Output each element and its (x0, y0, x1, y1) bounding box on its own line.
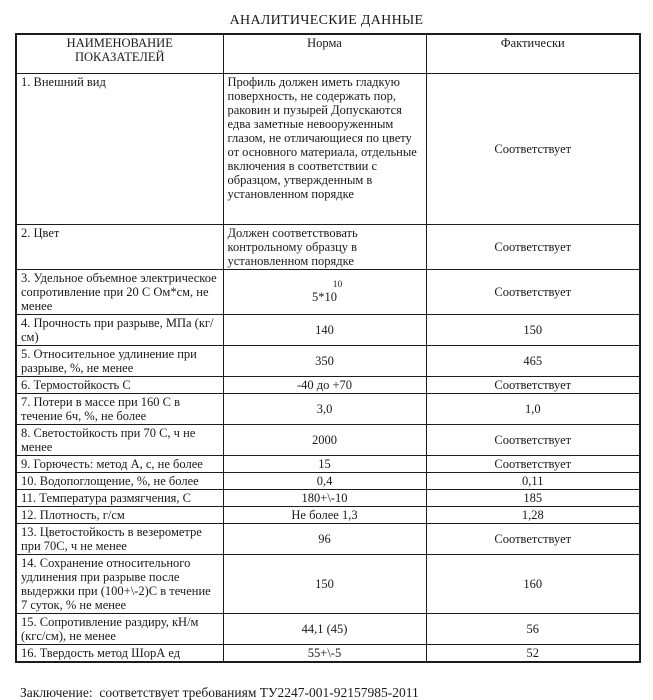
norm-cell: 0,4 (223, 473, 426, 490)
norm-cell: 2000 (223, 425, 426, 456)
actual-cell: Соответствует (426, 524, 640, 555)
indicator-cell: 15. Сопротивление раздиру, кН/м (кгс/см), не менее (16, 614, 223, 645)
indicator-cell: 7. Потери в массе при 160 С в течение 6ч, %, не более (16, 394, 223, 425)
table-row (16, 225, 640, 270)
actual-cell: 1,0 (426, 394, 640, 425)
indicator-cell: 5. Относительное удлинение при разрыве, %, не менее (16, 346, 223, 377)
table-row (16, 346, 640, 377)
table-row (16, 315, 640, 346)
actual-cell: Соответствует (426, 225, 640, 270)
table-row (16, 555, 640, 614)
indicator-cell: 14. Сохранение относительного удлинения при разрыве после выдержки при (100+\-2)С в течение 7 суток, % не менее (16, 555, 223, 614)
table-row (16, 270, 640, 315)
actual-cell: 1,28 (426, 507, 640, 524)
table-row (16, 394, 640, 425)
norm-cell: 96 (223, 524, 426, 555)
actual-cell: 185 (426, 490, 640, 507)
indicator-cell: 10. Водопоглощение, %, не более (16, 473, 223, 490)
analytical-data-table (15, 33, 641, 663)
actual-cell: 52 (426, 645, 640, 663)
actual-cell: Соответствует (426, 74, 640, 225)
norm-cell: Должен соответствовать контрольному образцу в установленном порядке (223, 225, 426, 270)
document-title: АНАЛИТИЧЕСКИЕ ДАННЫЕ (229, 13, 424, 28)
table-row (16, 425, 640, 456)
norm-cell: 180+\-10 (223, 490, 426, 507)
norm-cell: Профиль должен иметь гладкую поверхность, не содержать пор, раковин и пузырей Допускаются едва заметные невооруженным глазом, не отличающиеся по цвету от основного материала, отдельные включения в соответствии с образцом, утвержденным в установленном порядке (223, 74, 426, 225)
norm-base: 5*10 (312, 290, 337, 304)
table-row (16, 473, 640, 490)
actual-cell: Соответствует (426, 270, 640, 315)
table-header-row (16, 34, 640, 74)
indicator-cell: 9. Горючесть: метод А, с, не более (16, 456, 223, 473)
header-actual: Фактически (426, 34, 640, 74)
table-row (16, 456, 640, 473)
norm-cell (223, 270, 426, 315)
table-row (16, 524, 640, 555)
table-row (16, 507, 640, 524)
indicator-cell: 4. Прочность при разрыве, МПа (кг/см) (16, 315, 223, 346)
indicator-cell: 6. Термостойкость С (16, 377, 223, 394)
actual-cell: 160 (426, 555, 640, 614)
header-indicator-name: НАИМЕНОВАНИЕ ПОКАЗАТЕЛЕЙ (16, 34, 223, 74)
indicator-cell: 8. Светостойкость при 70 С, ч не менее (16, 425, 223, 456)
norm-cell: 44,1 (45) (223, 614, 426, 645)
table-row (16, 490, 640, 507)
actual-cell: 465 (426, 346, 640, 377)
actual-cell: Соответствует (426, 425, 640, 456)
conclusion-text: Заключение: соответствует требованиям ТУ2247-001-92157985-2011 (20, 685, 419, 700)
header-norm: Норма (223, 34, 426, 74)
indicator-cell: 12. Плотность, г/см (16, 507, 223, 524)
actual-cell: 0,11 (426, 473, 640, 490)
norm-cell: 55+\-5 (223, 645, 426, 663)
indicator-cell: 3. Удельное объемное электрическое сопротивление при 20 С Ом*см, не менее (16, 270, 223, 315)
norm-cell: Не более 1,3 (223, 507, 426, 524)
table-row (16, 645, 640, 663)
norm-cell: 3,0 (223, 394, 426, 425)
norm-cell: 350 (223, 346, 426, 377)
norm-cell: 140 (223, 315, 426, 346)
indicator-cell: 2. Цвет (16, 225, 223, 270)
actual-cell: Соответствует (426, 377, 640, 394)
indicator-cell: 16. Твердость метод ШорА ед (16, 645, 223, 663)
norm-exponent: 10 (332, 280, 343, 290)
actual-cell: Соответствует (426, 456, 640, 473)
table-row (16, 614, 640, 645)
table-row (16, 377, 640, 394)
norm-cell: 150 (223, 555, 426, 614)
table-row (16, 74, 640, 225)
norm-cell: 15 (223, 456, 426, 473)
indicator-cell: 13. Цветостойкость в везерометре при 70С, ч не менее (16, 524, 223, 555)
indicator-cell: 11. Температура размягчения, С (16, 490, 223, 507)
indicator-cell: 1. Внешний вид (16, 74, 223, 225)
actual-cell: 56 (426, 614, 640, 645)
actual-cell: 150 (426, 315, 640, 346)
norm-cell: -40 до +70 (223, 377, 426, 394)
